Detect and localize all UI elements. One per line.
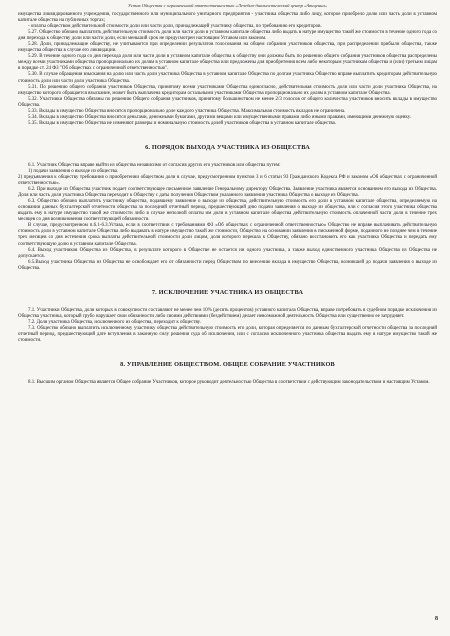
- running-header: Устав Общества с ограниченной ответственностью «Лечебно-диагностический центр «Авиценна»: [127, 3, 328, 8]
- paragraph: 6.3. Общество обязано выплатить участнику общества, подавшему заявление о выходе из общества, действительную стоимость его доли в уставном капитале общества, определяемую на основании данных бухгалтерской отчетности общества за последний отчетный период, предшествующий дню подачи заявления о выходе из общества, или с согласия этого участника общества выдать ему в натуре имущество такой же стоимости либо в случае неполной оплаты им доли в уставном капитале общества действительную стоимость оплаченной части доли в течение трех месяцев со дня возникновения соответствующей обязанности.: [18, 199, 437, 223]
- section-title: 8. УПРАВЛЕНИЕ ОБЩЕСТВОМ. ОБЩЕЕ СОБРАНИЕ УЧАСТНИКОВ: [120, 361, 335, 369]
- paragraph: 5.29. В течение одного года со дня перехода доли или части доли в уставном капитале общества к обществу они должны быть по решению общего собрания участников общества распределены между всеми участниками общества пропорционально их долям в уставном капитале общества или предложены для приобретения всем либо некоторым участникам общества и (или) третьим лицам в порядке ст. 24 ФЗ "Об обществах с ограниченной ответственностью".: [18, 54, 437, 72]
- paragraph: 5.33. Вклады в имущество Общества вносятся пропорционально доле каждого участника Общества. Максимальная стоимость вкладов не ограничена.: [28, 108, 346, 114]
- paragraph: 5.28. Доли, принадлежащие обществу, не учитываются при определении результатов голосования на общем собрании участников общества, при распределении прибыли общества, также имущества общества в случае его ликвидации.: [18, 42, 437, 54]
- section-6-body: [18, 163, 437, 272]
- paragraph: 7.3. Общество обязано выплатить исключенному участнику общества действительную стоимость его доли, которая определяется по данным бухгалтерской отчетности общества за последний отчетный период, предшествующий дате вступления в законную силу решения суда об исключении, или с согласия исключенного участника общества выдать ему в натуре имущество такой же стоимости.: [18, 325, 437, 343]
- paragraph: 5.35. Вклады в имущество Общества не изменяют размеры и номинальную стоимость долей участников общества в уставном капитале общества.: [28, 120, 337, 126]
- paragraph: В случае, предусмотренном п.6.1-6.3.Устава, если в соответствии с требованиями ФЗ «Об обществах с ограниченной ответственностью» Общество не вправе выплачивать действительную стоимость доли в уставном капитале Общества либо выдавать в натуре имущество такой же стоимости, Общество на основании заявления в письменной форме, поданного не позднее чем в течение трех месяцев со дня истечения срока выплаты действительной стоимости доли лицом, доля которого перешла к Обществу, обязано восстановить его как участника Общества и передать ему соответствующую долю в уставном капитале Общества.: [18, 223, 437, 247]
- paragraph: 1) подачи заявления о выходе из общества.: [28, 168, 119, 174]
- paragraph: 5.32. Участники Общества обязаны по решению Общего собрания участников, принятому большинством не менее 2/3 голосов от общего количества участников вносить вклады в имущество Общества.: [18, 96, 437, 108]
- top-paragraphs: [18, 12, 437, 127]
- section-8-body: [18, 380, 437, 386]
- paragraph: 7.1. Участники Общества, доли которых в совокупности составляют не менее чем 10% (десять процентов) уставного капитала Общества, вправе потребовать в судебном порядке исключения из Общества участника, который грубо нарушает свои обязанности либо своими действиями (бездействием) делает невозможной деятельность Общества или существенно ее затрудняет.: [18, 307, 437, 319]
- paragraph: 7.2. Доля участника Общества, исключенного из общества, переходит к обществу.: [28, 319, 201, 325]
- paragraph: 5.34. Вклады в имущество Общества вносятся деньгами, денежными бумагами, другими вещами или имущественными правами либо иными правами, имеющими денежную оценку.: [28, 114, 411, 120]
- paragraph: 2) предъявления к обществу требования о приобретении обществом доли в случае, предусмотренном пунктом 3 и 6 статьи 93 Гражданского Кодекса РФ и законом «Об обществах с ограниченной ответственностью».: [18, 174, 437, 187]
- paragraph: 6.2. При выходе из Общества участник подает соответствующее письменное заявление Генеральному директору Общества. Заявление участника является основанием его выхода из Общества. Доля или часть доли участника Общества переходит к Обществу с даты получения Обществом указанного заявления участника Общества о выходе из Общества.: [18, 187, 437, 199]
- section-title: 6. ПОРЯДОК ВЫХОДА УЧАСТНИКА ИЗ ОБЩЕСТВА: [145, 143, 310, 151]
- paragraph: - оплаты обществом действительной стоимости доли или части доли, принадлежащей участнику общества, по требованию его кредиторов.: [28, 24, 322, 30]
- paragraph: 8.1. Высшим органом Общества является Общее собрание Участников, которое руководит деятельностью Общества в соответствии с действующим законодательством и настоящим Уставом.: [28, 380, 430, 386]
- paragraph: 6.5.Выход участника Общества из Общества не освобождает его от обязанности перед Обществом по внесению вклада в имущество Общества, возникшей до подачи заявления о выходе из Общества.: [18, 259, 437, 271]
- paragraph: 5.27. Общество обязано выплатить действительную стоимость доли или части доли в уставном капитале общества либо выдать в натуре имущество такой же стоимости в течение одного года со дня перехода к обществу доли или части доли, если меньший срок не предусмотрен настоящим Уставом или законом.: [18, 30, 437, 42]
- section-7-body: [18, 308, 437, 344]
- paragraph: 6.4. Выход участников Общества из Общества, в результате которого в Обществе не остается ни одного участника, а также выход единственного участника Общества из Общества не допускается.: [18, 247, 437, 259]
- paragraph: имущества ликвидированного учреждения, государственного или муниципального унитарного предприятия - участника общества либо лицу, которое приобрело долю или часть доли в уставном капитале общества на публичных торгах;: [18, 12, 437, 24]
- paragraph: 5.30. В случае обращения взыскания на долю или часть доли участника Общества в уставном капитале Общества по долгам участника Общество вправе выплатить кредиторам действительную стоимость доли или части доли участника Общества.: [18, 72, 437, 84]
- paragraph: 6.1. Участник Общества вправе выйти из общества независимо от согласия других его участников или общества путем:: [28, 162, 281, 168]
- section-title: 7. ИСКЛЮЧЕНИЕ УЧАСТНИКА ИЗ ОБЩЕСТВА: [151, 288, 304, 296]
- paragraph: 5.31. По решению общего собрания участников Общества, принятому всеми участниками Общества единогласно, действительная стоимость доли или части доли участника Общества, на имущество которого обращается взыскание, может быть выплачена кредиторам остальными участниками Общества пропорционально их долям в уставном капитале Общества.: [18, 84, 437, 96]
- page-number: 8: [435, 616, 438, 622]
